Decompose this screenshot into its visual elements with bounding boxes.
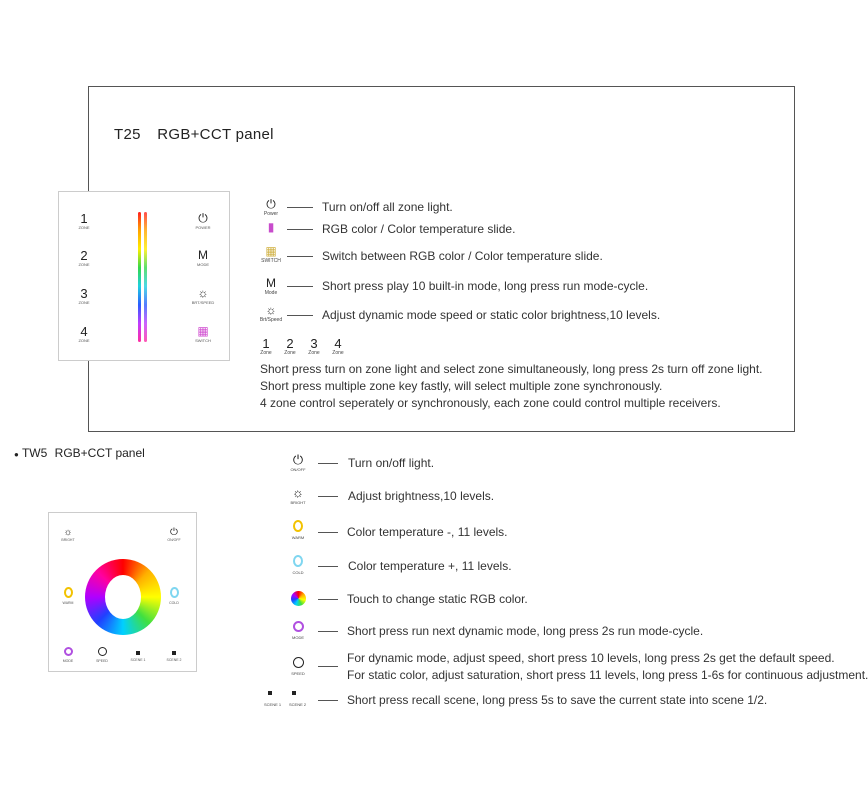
legend-speed-text-2: For static color, adjust saturation, short press 11 levels, long press 1-6s for continuous adjustment. — [347, 668, 868, 682]
cold-button[interactable]: COLD — [159, 587, 189, 606]
warm-button[interactable]: WARM — [53, 587, 83, 606]
zone-1-key[interactable]: 1 ZONE — [78, 211, 90, 230]
dash — [287, 207, 313, 208]
warm-icon — [281, 520, 315, 535]
mode-icon: M — [266, 276, 276, 290]
legend-warm-text: Color temperature -, 11 levels. — [347, 525, 508, 539]
scene-icon — [292, 691, 296, 695]
legend-speed: SPEED — [281, 657, 315, 677]
legend-cold-text: Color temperature +, 11 levels. — [348, 559, 512, 573]
legend-switch: ▦ SWITCH — [257, 245, 285, 264]
t25-model: T25 — [114, 126, 141, 143]
dash — [318, 631, 338, 632]
legend-onoff: ⏻ ON/OFF — [281, 453, 315, 473]
zone-description-1: Short press turn on zone light and select zone simultaneously, long press 2s turn off zone light. — [260, 362, 763, 376]
legend-warm: WARM — [281, 520, 315, 541]
dash — [287, 256, 313, 257]
legend-color-slide — [257, 221, 285, 234]
scene-1-button[interactable]: SCENE 1 — [123, 647, 153, 663]
legend-power-text: Turn on/off all zone light. — [322, 200, 453, 214]
bullet: ● — [14, 450, 19, 459]
scene-icon — [123, 647, 153, 658]
zone-3-key[interactable]: 3 ZONE — [78, 286, 90, 305]
cold-icon — [281, 555, 315, 570]
tw5-heading — [14, 446, 145, 460]
legend-mode: M Mode — [257, 277, 285, 296]
scene-icon — [268, 691, 272, 695]
legend-onoff-text: Turn on/off light. — [348, 456, 435, 470]
legend-brt-speed: ☼ Brt/Speed — [257, 304, 285, 323]
speed-button[interactable]: SPEED — [87, 647, 117, 664]
legend-color-wheel — [281, 591, 315, 609]
legend-speed-text-1: For dynamic mode, adjust speed, short press 10 levels, long press 2s get the default speed. — [347, 651, 835, 665]
dash — [318, 666, 338, 667]
legend-switch-text: Switch between RGB color / Color temperature slide. — [322, 249, 603, 263]
brightness-speed-icon: ☼ — [197, 286, 209, 300]
color-wheel-icon — [281, 591, 315, 609]
scene-2-button[interactable]: SCENE 2 — [159, 647, 189, 663]
t25-panel — [58, 191, 230, 361]
legend-bright-text: Adjust brightness,10 levels. — [348, 489, 495, 503]
legend-bright: ☼ BRIGHT — [281, 486, 315, 506]
mode-button[interactable]: M MODE — [183, 249, 223, 268]
cold-icon — [159, 587, 189, 601]
zone-1-legend: 1 Zone — [260, 336, 272, 356]
dash — [318, 599, 338, 600]
legend-mode-text: Short press run next dynamic mode, long press 2s run mode-cycle. — [347, 624, 704, 638]
legend-mode: MODE — [281, 621, 315, 641]
legend-scene-text: Short press recall scene, long press 5s to save the current state into scene 1/2. — [347, 693, 768, 707]
zone-3-legend: 3 Zone — [308, 336, 320, 356]
legend-color-wheel-text: Touch to change static RGB color. — [347, 592, 528, 606]
onoff-button[interactable]: ⏻ ON/OFF — [159, 527, 189, 543]
power-button[interactable]: ⏻ POWER — [183, 212, 223, 231]
color-slide-strip[interactable] — [144, 212, 147, 342]
dash — [318, 566, 338, 567]
mode-button[interactable]: MODE — [53, 647, 83, 664]
brightness-icon: ☼ — [63, 527, 73, 538]
dash — [287, 286, 313, 287]
zone-4-legend: 4 Zone — [332, 336, 344, 356]
power-icon: ⏻ — [292, 452, 304, 467]
power-icon: ⏻ — [266, 197, 276, 211]
mode-icon: M — [198, 248, 208, 262]
switch-icon: ▦ — [197, 324, 209, 338]
color-wheel[interactable] — [85, 559, 161, 635]
t25-heading — [114, 126, 274, 143]
color-slide-icon: ▮ — [267, 220, 275, 234]
brightness-button[interactable]: ☼ BRIGHT — [53, 527, 83, 543]
zone-description-3: 4 zone control seperately or synchronously, each zone could control multiple receivers. — [260, 396, 721, 410]
mode-icon — [53, 647, 83, 659]
legend-brt-speed-text: Adjust dynamic mode speed or static color brightness,10 levels. — [322, 308, 661, 322]
tw5-panel — [48, 512, 197, 672]
tw5-title: RGB+CCT panel — [54, 446, 145, 460]
speed-icon — [281, 657, 315, 671]
legend-power: ⏻ Power — [257, 198, 285, 217]
zone-2-key[interactable]: 2 ZONE — [78, 248, 90, 267]
brightness-speed-button[interactable]: ☼ BRT/SPEED — [183, 287, 223, 306]
scene-icon — [159, 647, 189, 658]
mode-icon — [281, 621, 315, 635]
speed-icon — [87, 647, 117, 659]
tw5-model: TW5 — [21, 446, 48, 460]
brightness-icon: ☼ — [292, 485, 304, 500]
color-slide-strip[interactable] — [138, 212, 141, 342]
switch-icon: ▦ — [265, 244, 277, 258]
legend-cold: COLD — [281, 555, 315, 576]
legend-color-slide-text: RGB color / Color temperature slide. — [322, 222, 516, 236]
brightness-speed-icon: ☼ — [265, 303, 277, 317]
dash — [318, 700, 338, 701]
dash — [318, 463, 338, 464]
zone-2-legend: 2 Zone — [284, 336, 296, 356]
legend-mode-text: Short press play 10 built-in mode, long press run mode-cycle. — [322, 279, 649, 293]
switch-button[interactable]: ▦ SWITCH — [183, 325, 223, 344]
dash — [318, 532, 338, 533]
zone-description-2: Short press multiple zone key fastly, will select multiple zone synchronously. — [260, 379, 663, 393]
power-icon: ⏻ — [198, 211, 208, 225]
dash — [287, 315, 313, 316]
zone-4-key[interactable]: 4 ZONE — [78, 324, 90, 343]
dash — [287, 229, 313, 230]
dash — [318, 496, 338, 497]
warm-icon — [53, 587, 83, 601]
power-icon: ⏻ — [170, 527, 178, 538]
t25-title: RGB+CCT panel — [157, 126, 274, 143]
